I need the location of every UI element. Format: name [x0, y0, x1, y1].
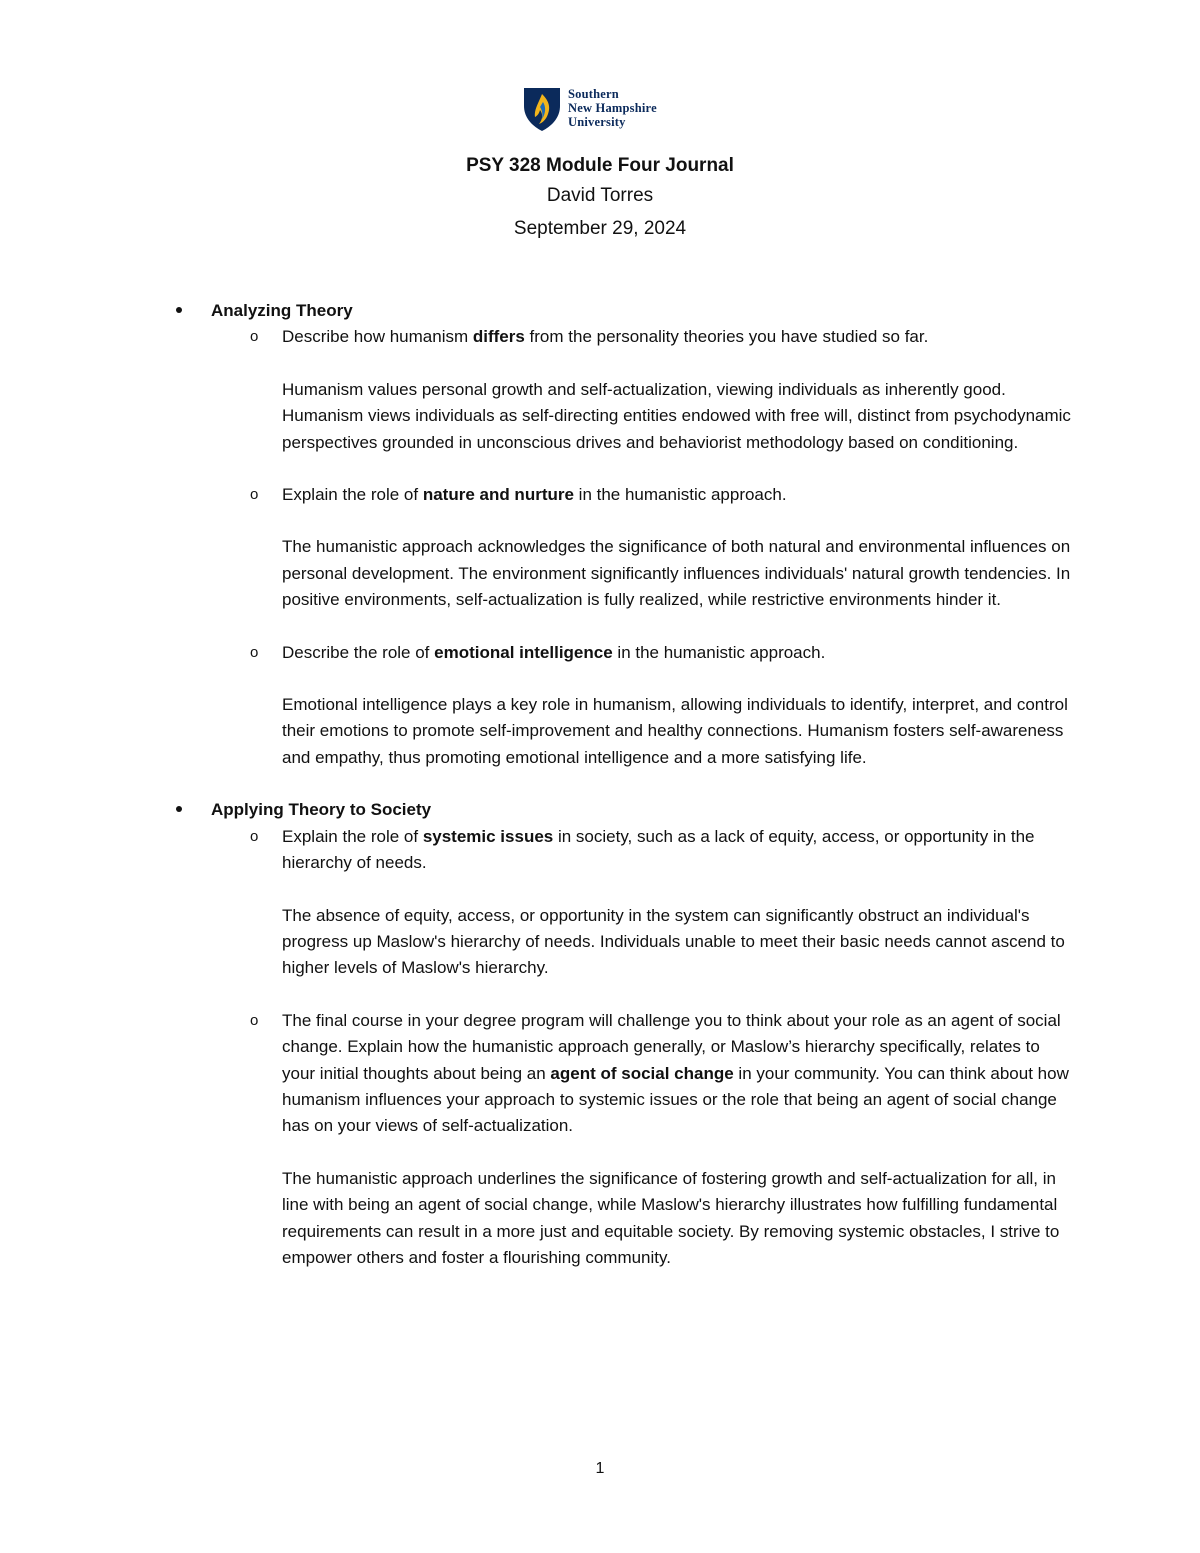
- section-heading: [174, 797, 1074, 823]
- circle-bullet-icon: o: [250, 827, 259, 845]
- university-logo: [522, 86, 682, 132]
- prompt-text: Describe how humanism: [282, 327, 473, 347]
- list-item: [250, 1008, 1074, 1272]
- prompt-text: Explain the role of: [282, 485, 423, 505]
- logo-line-2: New Hampshire: [568, 101, 657, 115]
- prompt-emphasis: nature and nurture: [422, 485, 574, 505]
- author-name: David Torres: [546, 185, 654, 206]
- circle-bullet-icon: o: [250, 1011, 259, 1029]
- circle-bullet-icon: o: [250, 643, 259, 661]
- prompt-emphasis: emotional intelligence: [434, 642, 613, 662]
- question-prompt: [282, 640, 1074, 666]
- prompt-text: Explain the role of: [282, 826, 423, 846]
- prompt-text: in the humanistic approach.: [612, 642, 826, 662]
- prompt-text: The final course in your degree program will challenge you to think about your role as an agent of social change. Explain how the humanistic approach generally, or Maslow’s hierarchy specifically, relates to your initial thoughts about being an: [282, 1010, 1061, 1083]
- page-number: 1: [595, 1460, 605, 1477]
- prompt-text: Describe the role of: [282, 642, 435, 662]
- section-heading: [174, 298, 1074, 324]
- bullet-icon: [174, 298, 192, 324]
- question-prompt: [282, 324, 1074, 350]
- list-item: [250, 324, 1074, 456]
- circle-bullet-icon: o: [250, 328, 259, 346]
- prompt-text: in the humanistic approach.: [573, 485, 787, 505]
- logo-line-1: Southern: [568, 87, 619, 101]
- section-heading-text: Analyzing Theory: [211, 301, 353, 320]
- answer-paragraph: The absence of equity, access, or opportunity in the system can significantly obstruct an individual's progress up Maslow's hierarchy of needs. Individuals unable to meet their basic needs cannot ascend to higher levels of Maslow's hierarchy.: [282, 905, 1065, 978]
- question-prompt: [282, 1008, 1074, 1140]
- list-item: [250, 640, 1074, 772]
- document-date: September 29, 2024: [513, 218, 687, 239]
- answer-paragraph: Emotional intelligence plays a key role in humanism, allowing individuals to identify, interpret, and control their emotions to promote self-improvement and healthy connections. Humanism fosters self-awareness and empathy, thus promoting emotional intelligence and a more satisfying life.: [282, 695, 1068, 767]
- journal-sections: [174, 298, 1074, 1271]
- circle-bullet-icon: o: [250, 486, 259, 504]
- answer-paragraph: The humanistic approach acknowledges the significance of both natural and environmental influences on personal development. The environment significantly influences individuals' natural growth tendencies. In positive environments, self-actualization is fully realized, while restrictive environments hinder it.: [282, 537, 1071, 610]
- university-name: [568, 87, 657, 129]
- prompt-text: in your community. You can think about how humanism influences your approach to systemic issues or the role that being an agent of social change has on your views of self-actualization.: [282, 1063, 1069, 1136]
- list-item: [250, 482, 1074, 614]
- prompt-emphasis: differs: [472, 327, 525, 347]
- section-heading-text: Applying Theory to Society: [211, 800, 432, 820]
- flame-shield-icon: [522, 86, 562, 132]
- answer-paragraph: The humanistic approach underlines the significance of fostering growth and self-actualization for all, in line with being an agent of social change, while Maslow's hierarchy illustrates how fulfilling fundamental requirements can result in a more just and equitable society. By removing systemic obstacles, I strive to empower others and foster a flourishing community.: [282, 1168, 1060, 1267]
- bullet-icon: [174, 797, 192, 823]
- document-title: PSY 328 Module Four Journal: [466, 155, 734, 176]
- prompt-text: in society, such as a lack of equity, access, or opportunity in the hierarchy of needs.: [282, 826, 1035, 873]
- prompt-emphasis: agent of social change: [550, 1063, 734, 1083]
- prompt-emphasis: systemic issues: [422, 826, 554, 846]
- title-block: [0, 151, 1200, 244]
- section-applying-theory: [174, 797, 1074, 1271]
- list-item: [250, 824, 1074, 982]
- answer-paragraph: Humanism values personal growth and self-actualization, viewing individuals as inherently good. Humanism views individuals as self-directing entities endowed with free will, distinct from psychodynamic perspectives grounded in unconscious drives and behaviorist methodology based on conditioning.: [282, 379, 1071, 452]
- question-prompt: [282, 824, 1074, 877]
- question-prompt: [282, 482, 1074, 508]
- prompt-text: from the personality theories you have studied so far.: [524, 327, 929, 347]
- section-analyzing-theory: [174, 298, 1074, 771]
- logo-line-3: University: [568, 115, 626, 129]
